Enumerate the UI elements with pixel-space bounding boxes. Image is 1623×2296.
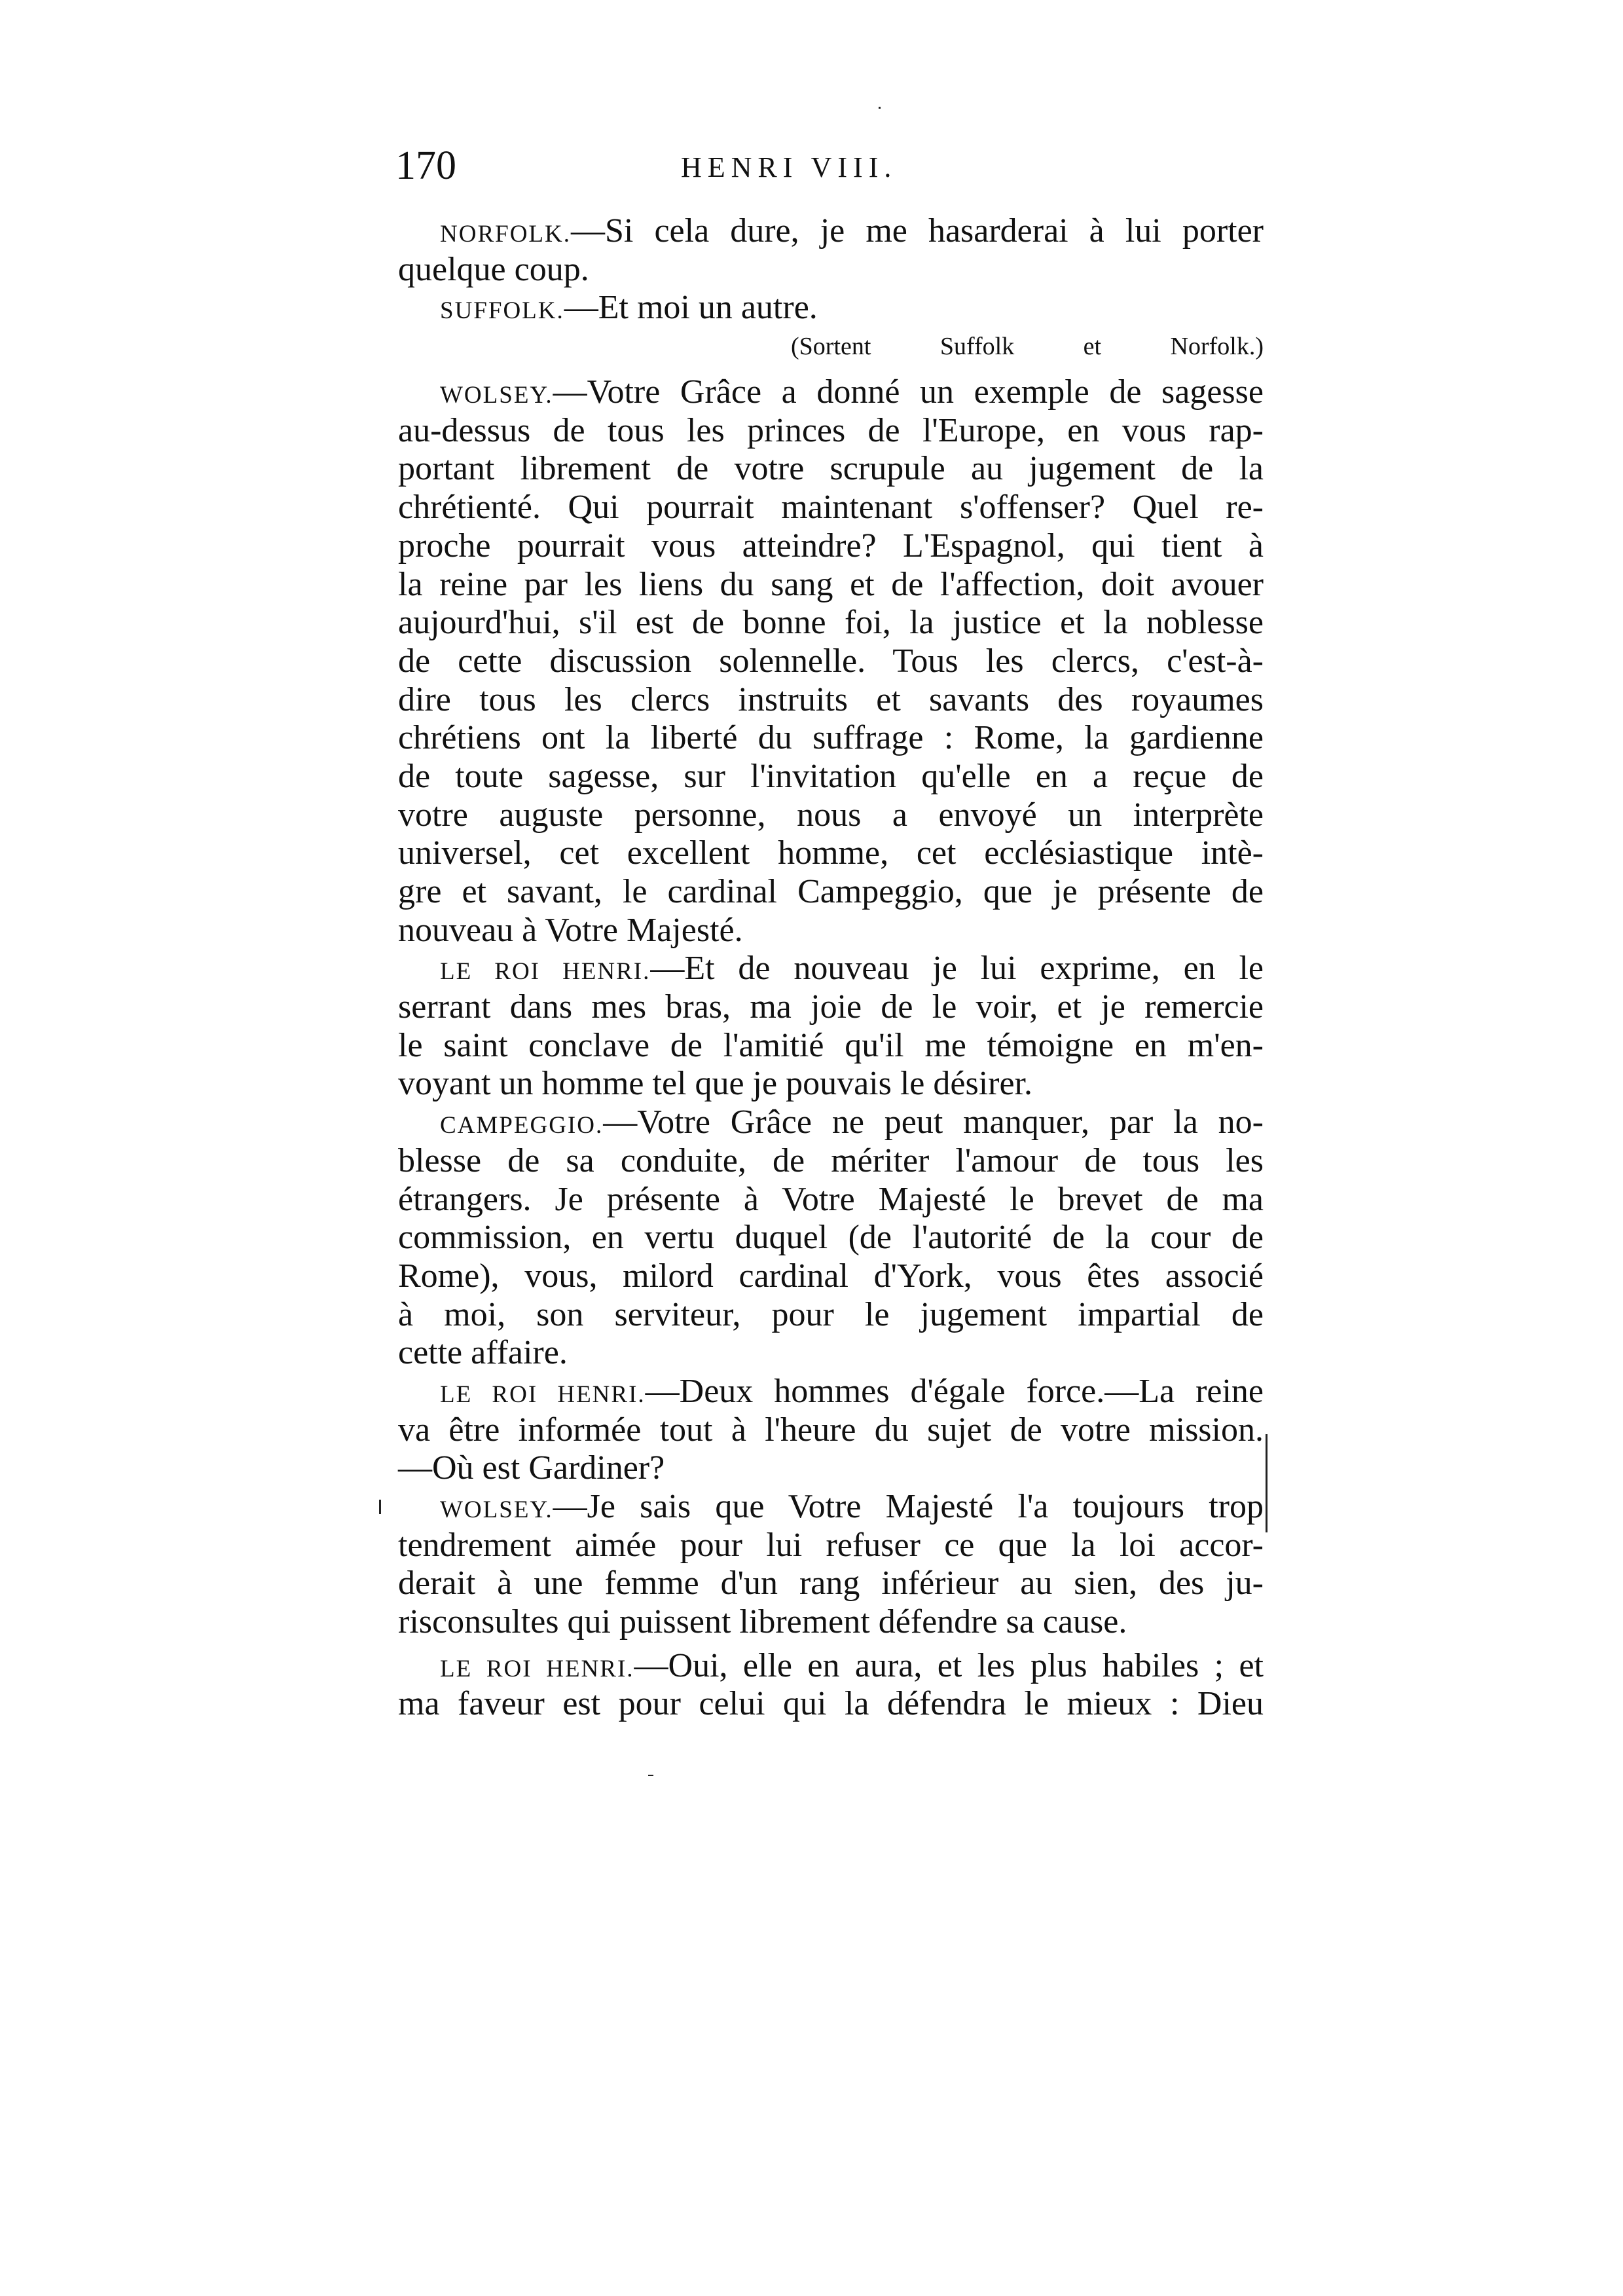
speaker-name: CAMPEGGIO.: [440, 1112, 604, 1139]
line-text: serrant dans mes bras, ma joie de le voir, et je remercie: [398, 988, 1264, 1026]
stage-direction: (Sortent Suffolk et Norfolk.): [791, 333, 1264, 361]
line-text: risconsultes qui puissent librement défendre sa cause.: [398, 1603, 1127, 1641]
text-line: [398, 527, 1264, 566]
line-text: cette affaire.: [398, 1334, 568, 1372]
speaker-name: WOLSEY.: [440, 1496, 553, 1523]
line-text: étrangers. Je présente à Votre Majesté le brevet de ma: [398, 1180, 1264, 1218]
line-text: gre et savant, le cardinal Campeggio, que je présente de: [398, 873, 1264, 910]
text-line: [398, 489, 1264, 527]
text-line: [398, 412, 1264, 451]
line-text: —Si cela dure, je me hasarderai à lui porter: [571, 212, 1264, 250]
speaker-name: WOLSEY.: [440, 382, 553, 409]
line-text: —Votre Grâce ne peut manquer, par la no-: [603, 1103, 1264, 1141]
text-line: [398, 719, 1264, 758]
line-text: voyant un homme tel que je pouvais le désirer.: [398, 1065, 1032, 1103]
speaker-name: LE ROI HENRI.: [440, 1655, 634, 1682]
text-line: [398, 289, 1264, 327]
line-text: la reine par les liens du sang et de l'affection, doit avouer: [398, 565, 1264, 603]
text-line: [398, 1411, 1264, 1450]
text-line: [398, 212, 1264, 251]
speaker-name: SUFFOLK.: [440, 297, 564, 325]
text-line: [398, 1334, 1264, 1373]
text-line: [398, 1027, 1264, 1065]
text-line: [398, 1565, 1264, 1603]
line-text: —Où est Gardiner?: [398, 1449, 665, 1487]
line-text: —Votre Grâce a donné un exemple de sagesse: [553, 373, 1264, 411]
text-line: [398, 450, 1264, 489]
scan-speck: [648, 1775, 653, 1776]
line-text: le saint conclave de l'amitié qu'il me témoigne en m'en-: [398, 1026, 1264, 1064]
running-title: HENRI VIII.: [681, 151, 898, 183]
text-line: [398, 1065, 1264, 1103]
text-line: [398, 873, 1264, 912]
line-text: dire tous les clercs instruits et savants des royaumes: [398, 680, 1264, 718]
text-line: [398, 1488, 1264, 1527]
line-text: —Et de nouveau je lui exprime, en le: [650, 950, 1264, 988]
line-text: à moi, son serviteur, pour le jugement impartial de: [398, 1295, 1264, 1333]
line-text: de cette discussion solennelle. Tous les clercs, c'est-à-: [398, 642, 1264, 680]
text-line: [398, 1181, 1264, 1219]
line-text: —Deux hommes d'égale force.—La reine: [645, 1372, 1264, 1410]
line-text: tendrement aimée pour lui refuser ce que la loi accor-: [398, 1526, 1264, 1564]
text-line: [398, 1219, 1264, 1257]
text-line: [398, 251, 1264, 289]
text-line: [398, 1603, 1264, 1642]
line-text: —Et moi un autre.: [564, 289, 818, 327]
text-line: [398, 1103, 1264, 1142]
text-line: [398, 834, 1264, 873]
text-line: [398, 566, 1264, 604]
line-text: derait à une femme d'un rang inférieur au sien, des ju-: [398, 1565, 1264, 1602]
margin-tick-mark: [379, 1500, 381, 1514]
text-line: [398, 796, 1264, 835]
text-line: [398, 1647, 1264, 1686]
line-text: nouveau à Votre Majesté.: [398, 911, 743, 949]
text-line: [398, 1257, 1264, 1296]
line-text: va être informée tout à l'heure du sujet de votre mission.: [398, 1411, 1264, 1449]
line-text: aujourd'hui, s'il est de bonne foi, la justice et la noblesse: [398, 604, 1264, 642]
text-line: [398, 1142, 1264, 1181]
text-line: [398, 681, 1264, 720]
line-text: —Oui, elle en aura, et les plus habiles ; et: [634, 1646, 1264, 1684]
line-text: quelque coup.: [398, 250, 589, 288]
text-line: [398, 1449, 1264, 1488]
line-text: portant librement de votre scrupule au jugement de la: [398, 450, 1264, 488]
line-text: chrétienté. Qui pourrait maintenant s'offenser? Quel re-: [398, 489, 1264, 527]
page-number: 170: [395, 143, 456, 188]
line-text: Rome), vous, milord cardinal d'York, vous êtes associé: [398, 1257, 1264, 1295]
speaker-name: LE ROI HENRI.: [440, 958, 651, 986]
line-text: commission, en vertu duquel (de l'autorité de la cour de: [398, 1219, 1264, 1257]
line-text: blesse de sa conduite, de mériter l'amour de tous les: [398, 1141, 1264, 1179]
scan-speck: [879, 107, 881, 109]
line-text: au-dessus de tous les princes de l'Europe, en vous rap-: [398, 411, 1264, 449]
text-line: [398, 758, 1264, 796]
line-text: ma faveur est pour celui qui la défendra le mieux : Dieu: [398, 1685, 1264, 1723]
text-line: [398, 1685, 1264, 1724]
speaker-name: NORFOLK.: [440, 221, 571, 248]
line-text: universel, cet excellent homme, cet ecclésiastique intè-: [398, 834, 1264, 872]
line-text: chrétiens ont la liberté du suffrage : Rome, la gardienne: [398, 719, 1264, 757]
margin-line-mark: [1266, 1434, 1267, 1532]
page-body-text: [398, 212, 1264, 1724]
line-text: —Je sais que Votre Majesté l'a toujours trop: [553, 1488, 1264, 1525]
text-line: [398, 950, 1264, 988]
text-line: [398, 1527, 1264, 1565]
line-text: proche pourrait vous atteindre? L'Espagnol, qui tient à: [398, 527, 1264, 565]
text-line: [398, 912, 1264, 950]
text-line: [398, 1296, 1264, 1335]
text-line: [398, 604, 1264, 642]
text-line: [398, 1373, 1264, 1411]
line-text: de toute sagesse, sur l'invitation qu'elle en a reçue de: [398, 757, 1264, 795]
line-text: votre auguste personne, nous a envoyé un interprète: [398, 796, 1264, 834]
text-line: [398, 373, 1264, 412]
text-line: [398, 642, 1264, 681]
text-line: [398, 988, 1264, 1027]
speaker-name: LE ROI HENRI.: [440, 1380, 646, 1408]
